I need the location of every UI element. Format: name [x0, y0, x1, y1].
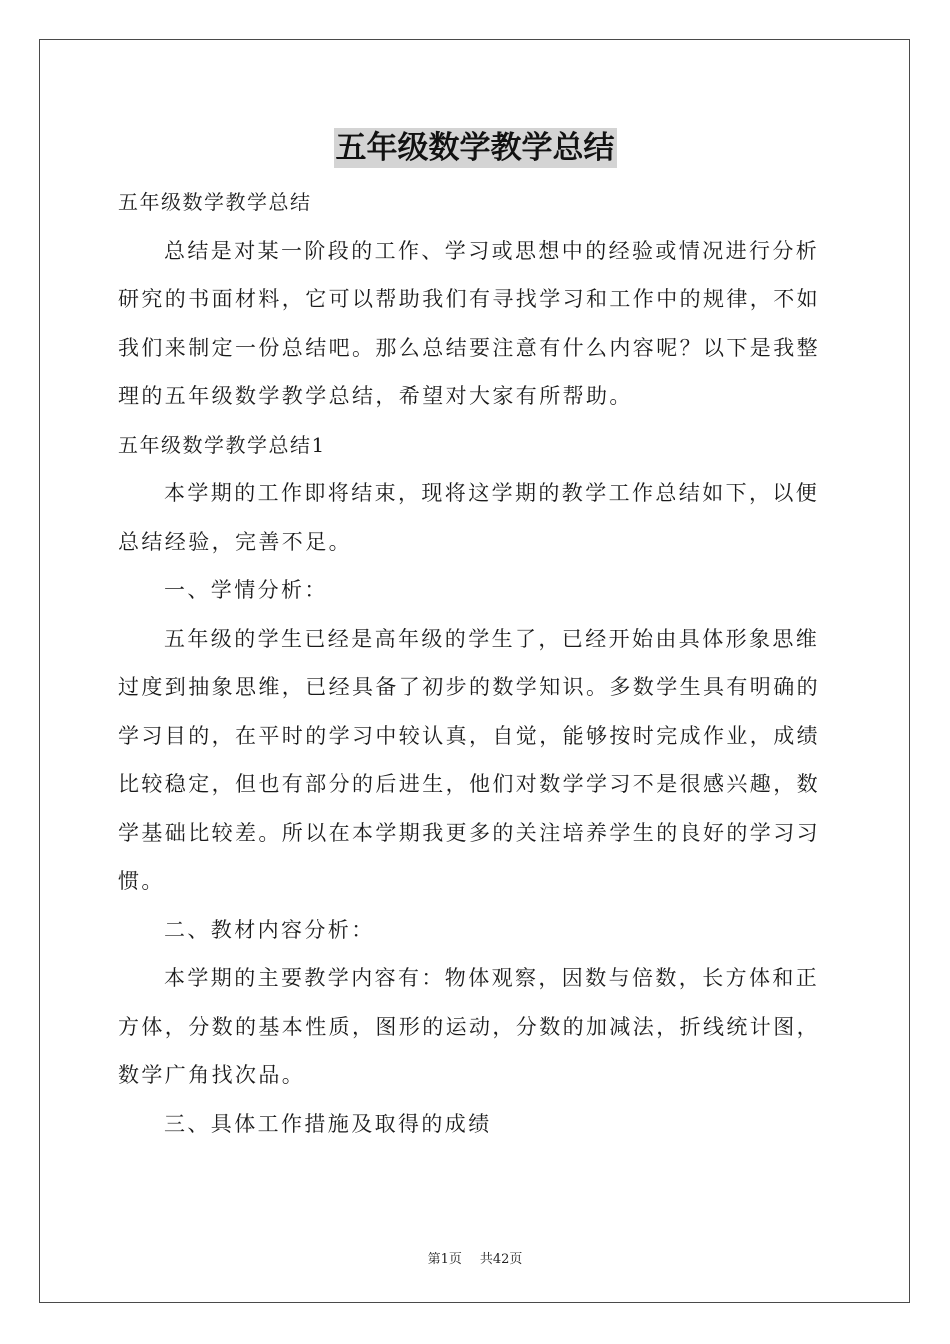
- page-total: 共42页: [479, 1252, 523, 1267]
- paragraph: 二、教材内容分析：: [164, 917, 375, 942]
- paragraph: 五年级的学生已经是高年级的学生了，已经开始由具体形象思维过度到抽象思维，已经具备了初步的数学知识。多数学生具有明确的学习目的，在平时的学习中较认真，自觉，能够按时完成作业，成绩比较稳定，但也有部分的后进生，他们对数学学习不是很感兴趣，数学基础比较差。所以在本学期我更多的关注培养学生的良好的学习习惯。: [118, 626, 820, 893]
- title-container: [0, 128, 950, 168]
- paragraph: 本学期的主要教学内容有：物体观察，因数与倍数，长方体和正方体，分数的基本性质，图形的运动，分数的加减法，折线统计图，数学广角找次品。: [118, 966, 820, 1087]
- section-heading: 五年级数学教学总结: [118, 190, 312, 214]
- paragraph: 三、具体工作措施及取得的成绩: [164, 1111, 492, 1136]
- document-title: 五年级数学教学总结: [335, 130, 615, 166]
- page-footer: [0, 1248, 950, 1267]
- paragraph: 本学期的工作即将结束，现将这学期的教学工作总结如下，以便总结经验，完善不足。: [118, 481, 820, 554]
- paragraph: 总结是对某一阶段的工作、学习或思想中的经验或情况进行分析研究的书面材料，它可以帮助我们有寻找学习和工作中的规律，不如我们来制定一份总结吧。那么总结要注意有什么内容呢？以下是我整理的五年级数学教学总结，希望对大家有所帮助。: [118, 238, 820, 408]
- document-body: [118, 178, 834, 1148]
- paragraph: 一、学情分析：: [164, 578, 328, 602]
- page-number: 第1页: [427, 1252, 462, 1267]
- section-heading: 五年级数学教学总结1: [118, 432, 326, 457]
